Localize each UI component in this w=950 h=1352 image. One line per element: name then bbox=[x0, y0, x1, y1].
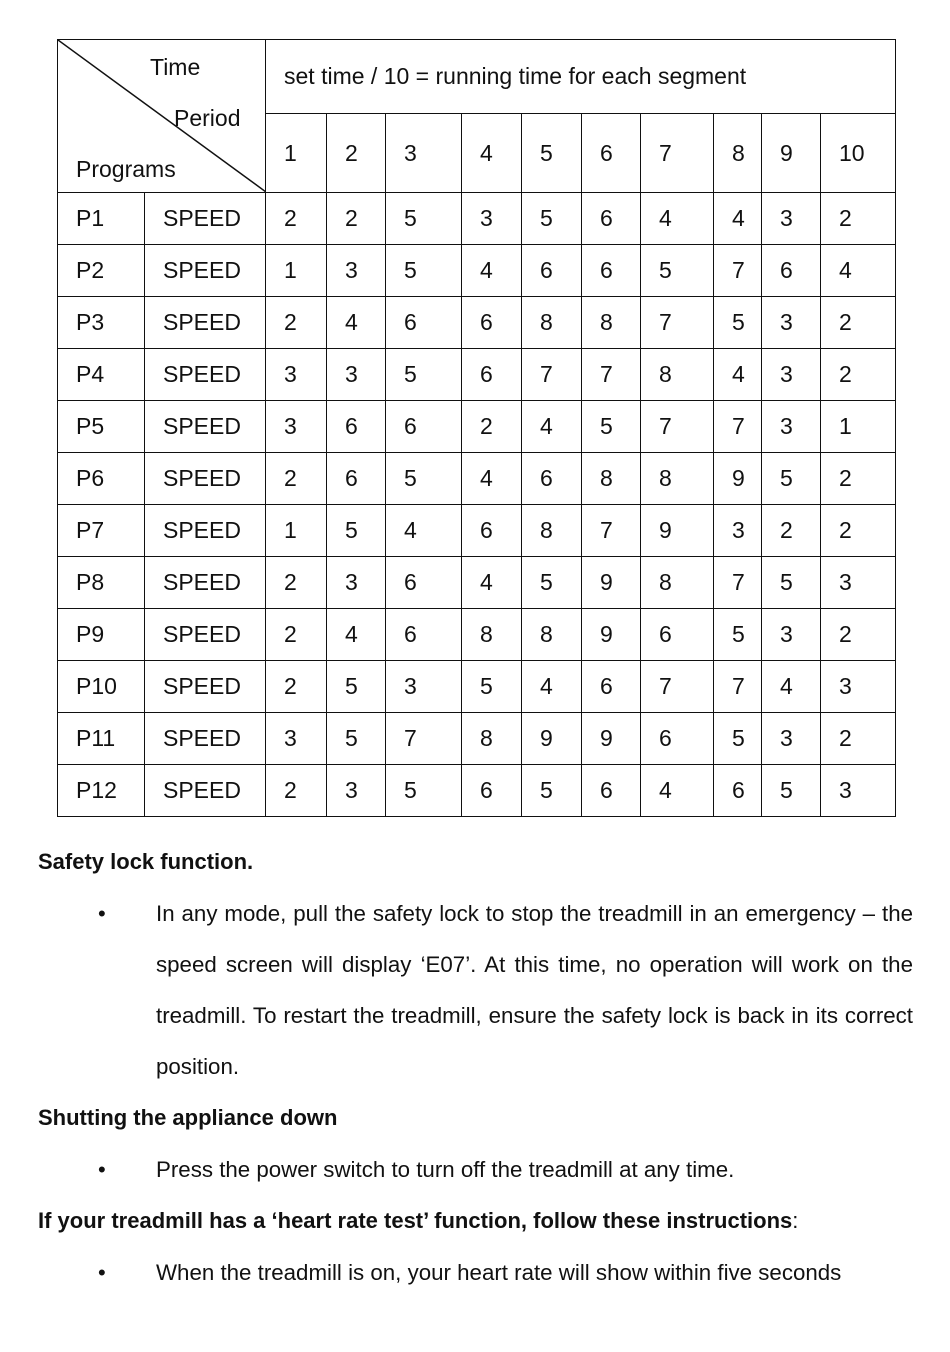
speed-value-cell: 7 bbox=[641, 297, 714, 349]
period-header-3: 3 bbox=[386, 114, 462, 193]
speed-value-cell: 9 bbox=[582, 609, 641, 661]
bullet-icon: • bbox=[98, 1260, 106, 1285]
speed-value-cell: 3 bbox=[327, 557, 386, 609]
table-row bbox=[58, 193, 896, 245]
speed-value-cell: 2 bbox=[821, 297, 896, 349]
speed-value-cell: 8 bbox=[522, 609, 582, 661]
speed-value-cell: 4 bbox=[714, 193, 762, 245]
speed-value-cell: 5 bbox=[714, 609, 762, 661]
speed-value-cell: 8 bbox=[582, 297, 641, 349]
speed-value-cell: 4 bbox=[522, 401, 582, 453]
speed-value-cell: 3 bbox=[327, 349, 386, 401]
table-row bbox=[58, 661, 896, 713]
table-row bbox=[58, 609, 896, 661]
speed-value-cell: 4 bbox=[641, 193, 714, 245]
program-cell: P7 bbox=[58, 505, 145, 557]
safety-paragraph: In any mode, pull the safety lock to stop the treadmill in an emergency – the speed screen will display ‘E07’. At this time, no operation will work on the treadmill. To restart the treadmill, ensure the safety lock is back in its correct position. bbox=[156, 901, 913, 1079]
speed-value-cell: 2 bbox=[821, 713, 896, 765]
speed-value-cell: 2 bbox=[821, 505, 896, 557]
speed-value-cell: 2 bbox=[821, 349, 896, 401]
speed-value-cell: 4 bbox=[327, 609, 386, 661]
speed-value-cell: 5 bbox=[522, 557, 582, 609]
speed-value-cell: 8 bbox=[641, 453, 714, 505]
speed-value-cell: 4 bbox=[462, 245, 522, 297]
speed-value-cell: 1 bbox=[266, 505, 327, 557]
speed-value-cell: 5 bbox=[386, 193, 462, 245]
speed-value-cell: 6 bbox=[522, 245, 582, 297]
speed-value-cell: 2 bbox=[266, 765, 327, 817]
period-header-2: 2 bbox=[327, 114, 386, 193]
speed-value-cell: 6 bbox=[462, 505, 522, 557]
speed-value-cell: 2 bbox=[821, 453, 896, 505]
program-table bbox=[57, 39, 896, 817]
speed-value-cell: 5 bbox=[386, 453, 462, 505]
period-header-7: 7 bbox=[641, 114, 714, 193]
type-cell: SPEED bbox=[145, 557, 266, 609]
speed-value-cell: 2 bbox=[821, 609, 896, 661]
table-row bbox=[58, 453, 896, 505]
heart-rate-title-text: If your treadmill has a ‘heart rate test’ function, follow these instructions bbox=[38, 1208, 793, 1233]
speed-value-cell: 8 bbox=[462, 713, 522, 765]
program-cell: P12 bbox=[58, 765, 145, 817]
speed-value-cell: 7 bbox=[582, 349, 641, 401]
speed-value-cell: 2 bbox=[462, 401, 522, 453]
speed-value-cell: 8 bbox=[641, 349, 714, 401]
table-row bbox=[58, 245, 896, 297]
type-cell: SPEED bbox=[145, 401, 266, 453]
table-row bbox=[58, 713, 896, 765]
speed-value-cell: 8 bbox=[462, 609, 522, 661]
period-label: Period bbox=[174, 105, 241, 131]
speed-value-cell: 8 bbox=[522, 297, 582, 349]
program-cell: P9 bbox=[58, 609, 145, 661]
speed-value-cell: 6 bbox=[582, 193, 641, 245]
speed-value-cell: 5 bbox=[327, 661, 386, 713]
speed-value-cell: 6 bbox=[386, 557, 462, 609]
speed-value-cell: 2 bbox=[821, 193, 896, 245]
speed-value-cell: 4 bbox=[462, 557, 522, 609]
speed-value-cell: 4 bbox=[641, 765, 714, 817]
speed-value-cell: 1 bbox=[821, 401, 896, 453]
shutdown-paragraph: Press the power switch to turn off the treadmill at any time. bbox=[156, 1157, 735, 1182]
speed-value-cell: 7 bbox=[714, 401, 762, 453]
period-header-8: 8 bbox=[714, 114, 762, 193]
speed-value-cell: 3 bbox=[762, 193, 821, 245]
program-cell: P5 bbox=[58, 401, 145, 453]
speed-value-cell: 3 bbox=[821, 661, 896, 713]
speed-value-cell: 6 bbox=[641, 713, 714, 765]
speed-value-cell: 5 bbox=[462, 661, 522, 713]
table-row bbox=[58, 505, 896, 557]
speed-value-cell: 5 bbox=[386, 765, 462, 817]
period-header-1: 1 bbox=[266, 114, 327, 193]
speed-value-cell: 6 bbox=[582, 245, 641, 297]
speed-value-cell: 5 bbox=[714, 713, 762, 765]
speed-value-cell: 4 bbox=[714, 349, 762, 401]
speed-value-cell: 8 bbox=[522, 505, 582, 557]
speed-value-cell: 3 bbox=[762, 401, 821, 453]
speed-value-cell: 3 bbox=[762, 297, 821, 349]
type-cell: SPEED bbox=[145, 349, 266, 401]
program-cell: P8 bbox=[58, 557, 145, 609]
speed-value-cell: 9 bbox=[582, 557, 641, 609]
table-row bbox=[58, 765, 896, 817]
period-header-10: 10 bbox=[821, 114, 896, 193]
speed-value-cell: 5 bbox=[641, 245, 714, 297]
speed-value-cell: 6 bbox=[714, 765, 762, 817]
speed-value-cell: 2 bbox=[266, 609, 327, 661]
speed-value-cell: 6 bbox=[641, 609, 714, 661]
period-header-5: 5 bbox=[522, 114, 582, 193]
speed-value-cell: 5 bbox=[522, 765, 582, 817]
speed-value-cell: 3 bbox=[821, 765, 896, 817]
speed-value-cell: 5 bbox=[386, 245, 462, 297]
speed-value-cell: 7 bbox=[714, 557, 762, 609]
type-cell: SPEED bbox=[145, 661, 266, 713]
speed-value-cell: 3 bbox=[714, 505, 762, 557]
program-cell: P10 bbox=[58, 661, 145, 713]
speed-value-cell: 4 bbox=[821, 245, 896, 297]
speed-value-cell: 3 bbox=[821, 557, 896, 609]
speed-value-cell: 5 bbox=[582, 401, 641, 453]
speed-value-cell: 5 bbox=[762, 453, 821, 505]
speed-value-cell: 7 bbox=[714, 661, 762, 713]
speed-value-cell: 8 bbox=[582, 453, 641, 505]
speed-value-cell: 8 bbox=[641, 557, 714, 609]
speed-value-cell: 7 bbox=[641, 661, 714, 713]
speed-value-cell: 6 bbox=[462, 349, 522, 401]
speed-value-cell: 4 bbox=[327, 297, 386, 349]
speed-value-cell: 4 bbox=[462, 453, 522, 505]
speed-value-cell: 9 bbox=[522, 713, 582, 765]
program-cell: P3 bbox=[58, 297, 145, 349]
safety-title: Safety lock function. bbox=[38, 849, 254, 874]
speed-value-cell: 7 bbox=[386, 713, 462, 765]
speed-value-cell: 7 bbox=[714, 245, 762, 297]
bullet-icon: • bbox=[98, 1157, 106, 1182]
speed-value-cell: 5 bbox=[762, 557, 821, 609]
time-label: Time bbox=[150, 54, 201, 80]
speed-value-cell: 6 bbox=[762, 245, 821, 297]
table-row bbox=[58, 297, 896, 349]
speed-value-cell: 2 bbox=[266, 453, 327, 505]
table-row bbox=[58, 401, 896, 453]
speed-value-cell: 3 bbox=[327, 765, 386, 817]
type-cell: SPEED bbox=[145, 713, 266, 765]
speed-value-cell: 9 bbox=[641, 505, 714, 557]
speed-value-cell: 2 bbox=[327, 193, 386, 245]
speed-value-cell: 7 bbox=[522, 349, 582, 401]
speed-value-cell: 6 bbox=[462, 297, 522, 349]
speed-value-cell: 3 bbox=[266, 401, 327, 453]
formula-cell: set time / 10 = running time for each segment bbox=[266, 40, 896, 114]
speed-value-cell: 6 bbox=[327, 401, 386, 453]
speed-value-cell: 3 bbox=[386, 661, 462, 713]
speed-value-cell: 6 bbox=[327, 453, 386, 505]
speed-value-cell: 7 bbox=[582, 505, 641, 557]
speed-value-cell: 6 bbox=[462, 765, 522, 817]
header-corner-cell bbox=[58, 40, 266, 193]
program-cell: P4 bbox=[58, 349, 145, 401]
speed-value-cell: 6 bbox=[582, 765, 641, 817]
program-cell: P2 bbox=[58, 245, 145, 297]
table-row bbox=[58, 349, 896, 401]
table-row bbox=[58, 557, 896, 609]
speed-value-cell: 4 bbox=[522, 661, 582, 713]
speed-value-cell: 5 bbox=[327, 505, 386, 557]
programs-label: Programs bbox=[76, 156, 176, 182]
speed-value-cell: 5 bbox=[386, 349, 462, 401]
heart-rate-paragraph: When the treadmill is on, your heart rate will show within five seconds bbox=[156, 1260, 842, 1285]
program-cell: P1 bbox=[58, 193, 145, 245]
speed-value-cell: 3 bbox=[327, 245, 386, 297]
speed-value-cell: 4 bbox=[762, 661, 821, 713]
type-cell: SPEED bbox=[145, 193, 266, 245]
speed-value-cell: 3 bbox=[762, 349, 821, 401]
speed-value-cell: 3 bbox=[266, 713, 327, 765]
type-cell: SPEED bbox=[145, 609, 266, 661]
program-cell: P6 bbox=[58, 453, 145, 505]
heart-rate-title bbox=[38, 1208, 798, 1234]
speed-value-cell: 9 bbox=[714, 453, 762, 505]
speed-value-cell: 6 bbox=[386, 297, 462, 349]
speed-value-cell: 6 bbox=[386, 609, 462, 661]
speed-value-cell: 2 bbox=[266, 557, 327, 609]
period-header-4: 4 bbox=[462, 114, 522, 193]
speed-value-cell: 3 bbox=[762, 713, 821, 765]
type-cell: SPEED bbox=[145, 297, 266, 349]
speed-value-cell: 2 bbox=[266, 297, 327, 349]
speed-value-cell: 3 bbox=[762, 609, 821, 661]
period-header-6: 6 bbox=[582, 114, 641, 193]
speed-value-cell: 4 bbox=[386, 505, 462, 557]
speed-value-cell: 7 bbox=[641, 401, 714, 453]
type-cell: SPEED bbox=[145, 505, 266, 557]
speed-value-cell: 5 bbox=[327, 713, 386, 765]
period-header-9: 9 bbox=[762, 114, 821, 193]
speed-value-cell: 1 bbox=[266, 245, 327, 297]
heart-rate-title-colon: : bbox=[792, 1208, 799, 1233]
bullet-icon: • bbox=[98, 901, 106, 926]
speed-value-cell: 5 bbox=[522, 193, 582, 245]
speed-value-cell: 2 bbox=[266, 193, 327, 245]
shutdown-title: Shutting the appliance down bbox=[38, 1105, 338, 1130]
speed-value-cell: 9 bbox=[582, 713, 641, 765]
speed-value-cell: 3 bbox=[462, 193, 522, 245]
speed-value-cell: 2 bbox=[266, 661, 327, 713]
speed-value-cell: 6 bbox=[522, 453, 582, 505]
speed-value-cell: 3 bbox=[266, 349, 327, 401]
program-cell: P11 bbox=[58, 713, 145, 765]
speed-value-cell: 6 bbox=[582, 661, 641, 713]
type-cell: SPEED bbox=[145, 453, 266, 505]
type-cell: SPEED bbox=[145, 245, 266, 297]
speed-value-cell: 6 bbox=[386, 401, 462, 453]
speed-value-cell: 5 bbox=[714, 297, 762, 349]
speed-value-cell: 5 bbox=[762, 765, 821, 817]
speed-value-cell: 2 bbox=[762, 505, 821, 557]
type-cell: SPEED bbox=[145, 765, 266, 817]
